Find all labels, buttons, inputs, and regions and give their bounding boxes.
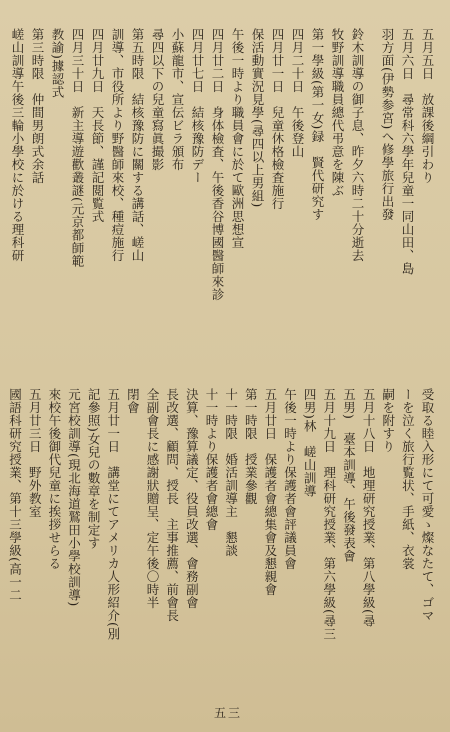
entry-col: 鈴木訓導の御子息、昨夕六時二十分逝去 <box>350 28 365 262</box>
entry-col: 四男)林 嵯山訓導 <box>302 388 318 498</box>
entry-col: 午後一時より保護者會評議員會 <box>282 388 298 570</box>
entry-col: 第一時限 授業參觀 <box>243 388 259 505</box>
entry-col: 四月廿一日 兒童休格檢査施行 <box>270 28 285 210</box>
entry-col: 第五時限 結核豫防に關する講話、嵯山 <box>130 28 145 262</box>
entry-col: 嗣を附すり <box>380 388 396 453</box>
entry-col <box>368 28 376 328</box>
entry-col: 訓導、市役所より野醫師來校、種痘施行 <box>110 28 125 262</box>
entry-col: 午後一時より職員會に於て歐洲思想宣 <box>230 28 245 249</box>
entry-col: 來校午後御代兒童に挨拶せらる <box>46 388 62 570</box>
entry-col: 五月五日 放課後綱引わり <box>420 28 435 184</box>
entry-col: 國語科研究授業、第十三學級(高一二 <box>7 388 23 602</box>
entry-col: 五月廿三日 野外教室 <box>27 388 43 518</box>
entry-col: 受取る睦入形にて可愛ゝ燦なたて、ゴマ <box>420 388 435 622</box>
entry-col: 五月十八日 地理研究授業、第八學級(尋 <box>361 388 377 628</box>
entry-col: 五月廿一日 講堂にてアメリカ人形紹介(別 <box>105 388 121 641</box>
entry-col: 記參照)女兒の數章を制定す <box>86 388 102 550</box>
entry-col: 嵯山訓導午後三輪小學校に於ける理科研 <box>10 28 25 262</box>
entry-col: 四月廿九日 天長節、謹記閲覧式 <box>90 28 105 223</box>
page-number: 五三 <box>214 706 243 720</box>
entry-col: 長改選、顧問、授長 主事推薦、前會長 <box>164 388 180 622</box>
entry-col: 十一時より保護者會總會 <box>203 388 219 531</box>
entry-col: 決算、豫算議定、役員改選、會務副會 <box>184 388 200 609</box>
entry-col: 五月十九日 理科研究授業、第六學級(尋三 <box>321 388 337 641</box>
entry-col: 四月廿七日 結核豫防デー <box>190 28 205 184</box>
upper-entries <box>6 28 436 328</box>
entry-col: 四月二十日 午後登山 <box>290 28 305 158</box>
entry-col: 全副會長に感謝狀贈呈、定午後〇時半 <box>145 388 161 609</box>
entry-col: 第三時限 仲間男朗式余話 <box>30 28 45 184</box>
entry-col: 尋四以下の兒童寫眞撮影 <box>150 28 165 171</box>
entry-col: 第一學級(第一女)録 賢代研究す <box>310 28 325 221</box>
entry-col: 牧野訓導職員總代弔意を陳ぶ <box>330 28 345 197</box>
entry-col: 元宮校訓導(現北海道鷲田小學校訓導) <box>66 388 82 607</box>
entry-col: 小蘇龍市、宣伝ビラ頒布 <box>170 28 185 171</box>
entry-col: 五男) 臺本訓導、午後發表會 <box>341 388 357 563</box>
entry-col: 羽方面(伊勢参宮)へ修學旅行出發 <box>380 28 395 221</box>
entry-col: 十一時限 婚活訓導主 懇談 <box>223 388 239 557</box>
entry-col: 四月廿二日 身体檢査、午後香谷博國醫師來診 <box>210 28 225 301</box>
entry-col: 保活動實況見學(尋四以上男組) <box>250 28 265 208</box>
entry-col: ーを泣く旅行覧状、手紙、衣裳 <box>400 388 416 570</box>
entry-col: 五月六日 尋常科六學年兒童一同山田、島 <box>400 28 415 275</box>
entry-col: 閉會 <box>125 388 141 414</box>
entry-col: 教諭)據認式 <box>50 28 65 99</box>
entry-col: 五月廿日 保護者會總集會及懇親會 <box>262 388 278 596</box>
lower-entries <box>6 388 436 698</box>
entry-col: 四月三十日 新主導遊歡叢謎(元京都師範 <box>70 28 85 268</box>
